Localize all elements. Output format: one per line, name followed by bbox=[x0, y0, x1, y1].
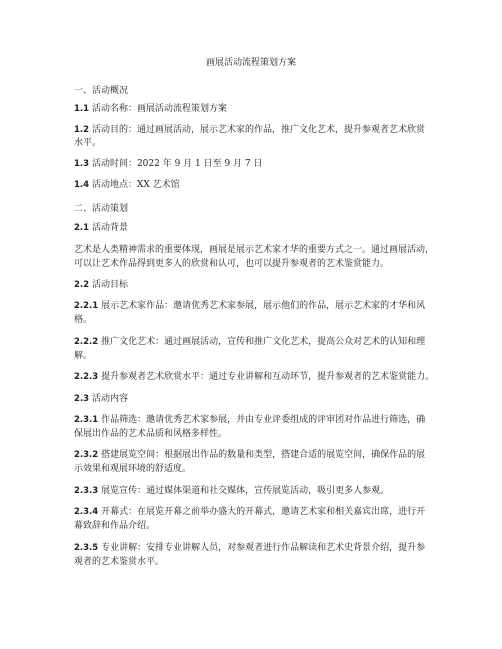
item-2-3-1-cont: 保展出作品的艺术品质和风格多样性。 bbox=[74, 429, 228, 439]
item-text: 展览宣传：通过媒体渠道和社交媒体，宣传展览活动，吸引更多人参观。 bbox=[101, 486, 390, 496]
item-2-3-2-cont: 示效果和观展环境的舒适度。 bbox=[74, 464, 192, 474]
item-text: 活动目标 bbox=[91, 280, 128, 290]
item-2-3-5 bbox=[74, 542, 434, 554]
item-2-3-1 bbox=[74, 414, 434, 426]
item-text: 活动地点：XX 艺术馆 bbox=[91, 180, 180, 190]
item-number: 2.3.4 bbox=[74, 507, 99, 517]
item-number: 2.2.3 bbox=[74, 372, 99, 382]
item-1-1 bbox=[74, 103, 434, 115]
item-2-2-2 bbox=[74, 336, 434, 348]
section-1-heading: 一、活动概况 bbox=[74, 86, 129, 96]
item-number: 2.2 bbox=[74, 280, 90, 290]
background-paragraph-line-2: 可以让艺术作品得到更多人的欣赏和认可，也可以提升参观者的艺术鉴赏能力。 bbox=[74, 259, 390, 269]
item-text: 展示艺术家作品：邀请优秀艺术家参展，展示他们的作品，展示艺术家的才华和风 bbox=[101, 301, 426, 311]
item-2-2-3 bbox=[74, 371, 434, 383]
section-2-heading: 二、活动策划 bbox=[74, 204, 129, 214]
background-paragraph-line-1: 艺术是人类精神需求的重要体现，画展是展示艺术家才华的重要方式之一。通过画展活动， bbox=[74, 245, 435, 255]
item-number: 1.2 bbox=[74, 125, 90, 135]
item-2-3-4-cont: 幕致辞和作品介绍。 bbox=[74, 521, 156, 531]
item-1-2-cont: 水平。 bbox=[74, 138, 102, 148]
item-2-3-3 bbox=[74, 485, 434, 497]
item-1-2 bbox=[74, 124, 434, 136]
subsection-2-2 bbox=[74, 279, 434, 291]
item-number: 1.3 bbox=[74, 159, 90, 169]
item-text: 提升参观者艺术欣赏水平：通过专业讲解和互动环节，提升参观者的艺术鉴赏能力。 bbox=[101, 372, 435, 382]
item-number: 2.3.2 bbox=[74, 450, 99, 460]
subsection-2-1 bbox=[74, 222, 434, 234]
item-text: 活动名称：画展活动流程策划方案 bbox=[91, 104, 227, 114]
item-number: 2.2.1 bbox=[74, 301, 99, 311]
item-number: 2.1 bbox=[74, 223, 90, 233]
item-2-2-1 bbox=[74, 300, 434, 312]
item-2-3-5-cont: 观者的艺术鉴赏水平。 bbox=[74, 557, 165, 567]
item-1-4 bbox=[74, 179, 434, 191]
item-number: 1.1 bbox=[74, 104, 90, 114]
item-text: 开幕式：在展览开幕之前举办盛大的开幕式，邀请艺术家和相关嘉宾出席，进行开 bbox=[101, 507, 426, 517]
item-text: 专业讲解：安排专业讲解人员，对参观者进行作品解读和艺术史背景介绍，提升参 bbox=[101, 543, 426, 553]
item-number: 1.4 bbox=[74, 180, 90, 190]
document-title: 画展活动流程策划方案 bbox=[205, 58, 296, 68]
item-number: 2.3.5 bbox=[74, 543, 99, 553]
item-number: 2.3 bbox=[74, 394, 90, 404]
item-2-3-2 bbox=[74, 449, 434, 461]
item-2-2-2-cont: 解。 bbox=[74, 351, 93, 361]
item-text: 活动目的：通过画展活动，展示艺术家的作品，推广文化艺术，提升参观者艺术欣赏 bbox=[91, 125, 425, 135]
item-2-2-1-cont: 格。 bbox=[74, 315, 93, 325]
item-text: 推广文化艺术：通过画展活动，宣传和推广文化艺术，提高公众对艺术的认知和理 bbox=[101, 337, 426, 347]
item-text: 活动背景 bbox=[91, 223, 128, 233]
item-2-3-4 bbox=[74, 506, 434, 518]
item-text: 活动时间：2022 年 9 月 1 日至 9 月 7 日 bbox=[91, 159, 263, 169]
item-number: 2.3.3 bbox=[74, 486, 99, 496]
item-text: 活动内容 bbox=[91, 394, 128, 404]
item-number: 2.3.1 bbox=[74, 415, 99, 425]
item-text: 搭建展览空间：根据展出作品的数量和类型，搭建合适的展览空间，确保作品的展 bbox=[101, 450, 426, 460]
item-1-3 bbox=[74, 158, 434, 170]
subsection-2-3 bbox=[74, 393, 434, 405]
item-text: 作品筛选：邀请优秀艺术家参展，并由专业评委组成的评审团对作品进行筛选，确 bbox=[101, 415, 426, 425]
item-number: 2.2.2 bbox=[74, 337, 99, 347]
